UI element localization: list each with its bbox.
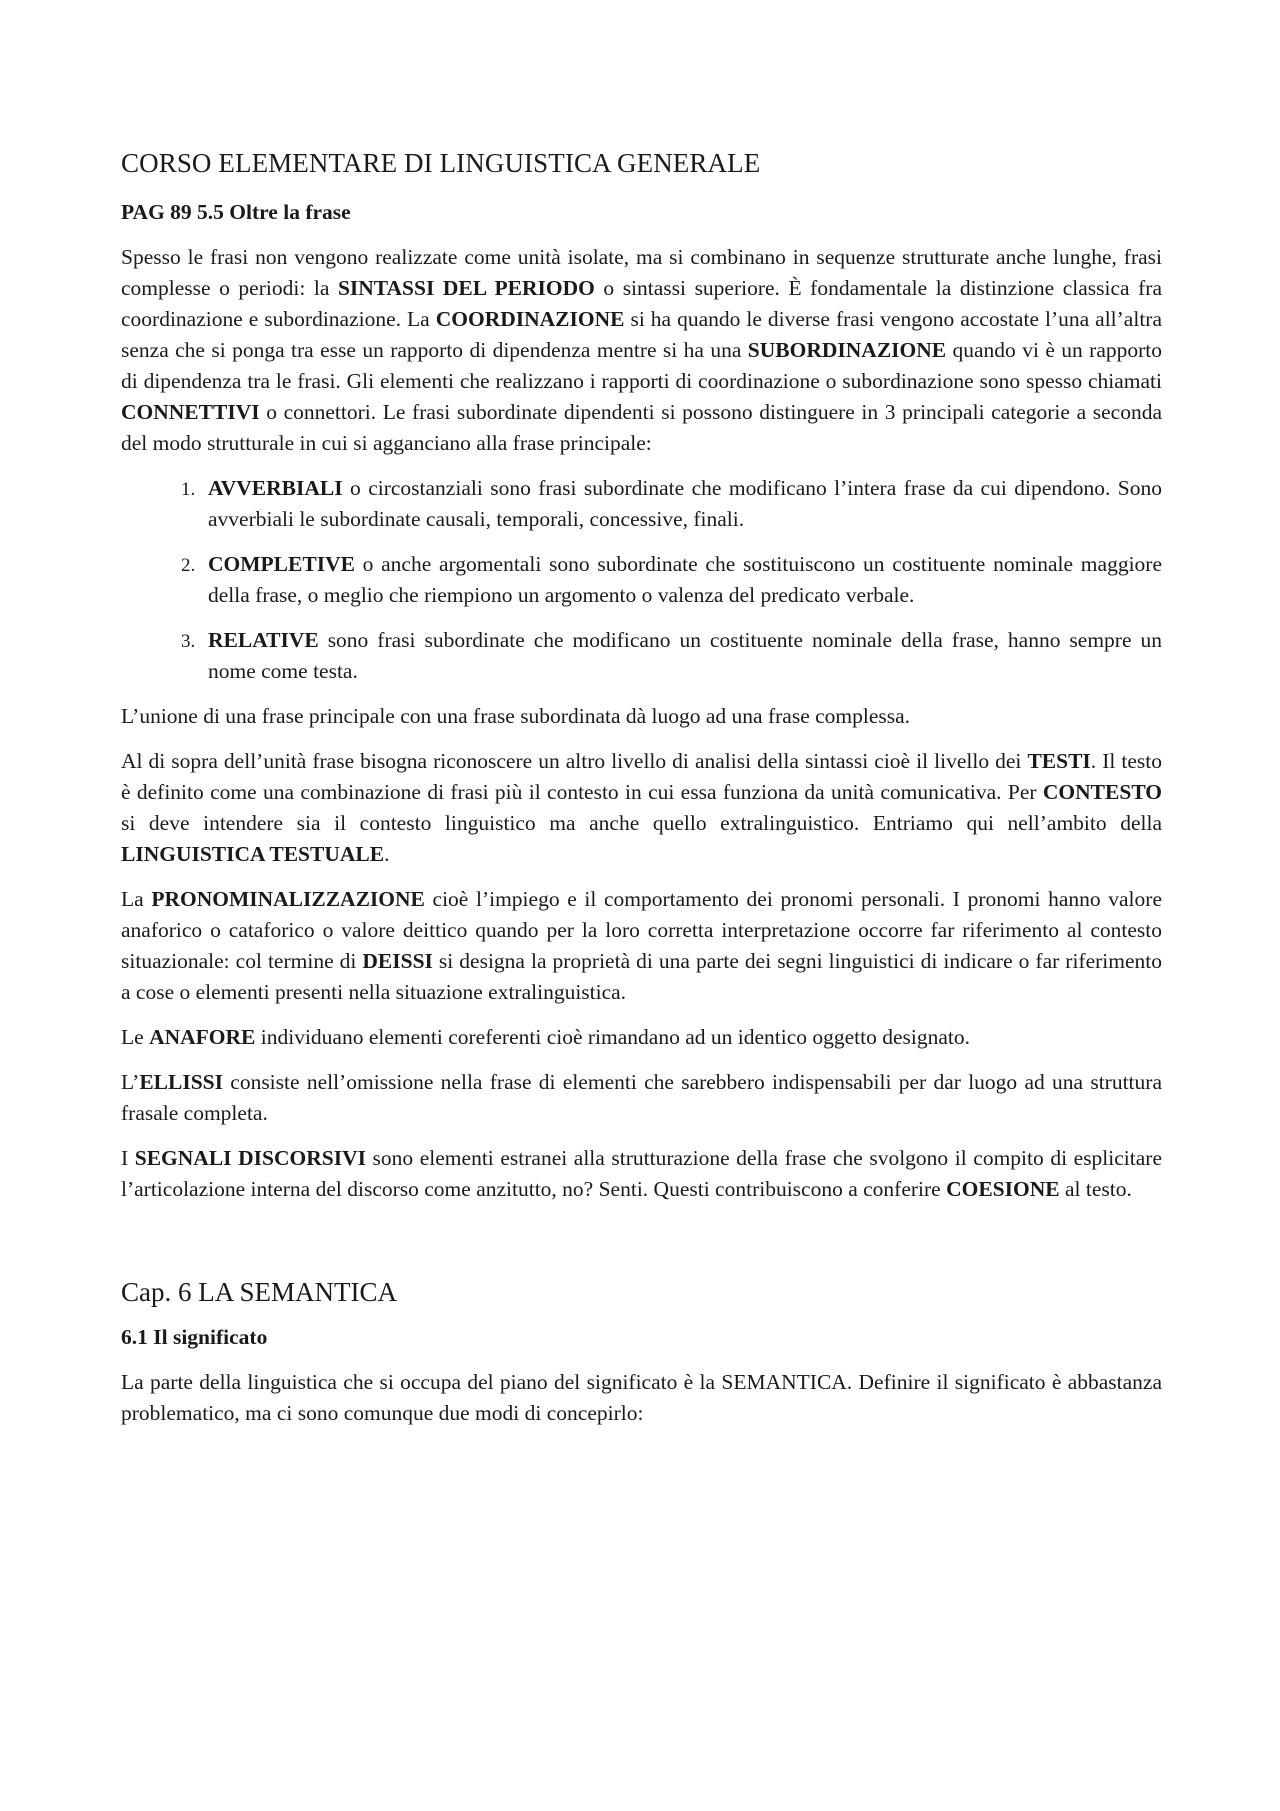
text-run: Le (121, 1025, 150, 1049)
term-linguistica-testuale: LINGUISTICA TESTUALE (121, 842, 385, 866)
term-relative: RELATIVE (208, 628, 319, 652)
paragraph-anafore (121, 1022, 1162, 1053)
paragraph-pronominalizzazione (121, 884, 1162, 1008)
term-contesto: CONTESTO (1042, 780, 1162, 804)
text-run: al testo. (1059, 1177, 1132, 1201)
text-run: L’ (121, 1070, 140, 1094)
text-run: si ha quando le diverse frasi vengono accostate l’una all’altra senza che si ponga tra esse un rapporto di dipendenza mentre si ha una (121, 307, 1162, 362)
term-sintassi-del-periodo: SINTASSI DEL PERIODO (337, 276, 595, 300)
text-run: I (121, 1146, 135, 1170)
paragraph-frase-complessa: L’unione di una frase principale con una frase subordinata dà luogo ad una frase complessa. (121, 704, 911, 728)
section-heading-significato: 6.1 Il significato (121, 1325, 268, 1349)
paragraph-segnali-discorsivi (121, 1143, 1162, 1205)
term-testi: TESTI (1027, 749, 1091, 773)
term-connettivi: CONNETTIVI (121, 400, 260, 424)
term-segnali-discorsivi: SEGNALI DISCORSIVI (134, 1146, 366, 1170)
text-run: . (384, 842, 390, 866)
document-page (121, 146, 1162, 1443)
text-run: sono elementi estranei alla strutturazione della frase che svolgono il compito di esplicitare l’articolazione interna del discorso come anzitutto, no? Senti. Questi contribuiscono a conferire (121, 1146, 1162, 1201)
paragraph-semantica: La parte della linguistica che si occupa del piano del significato è la SEMANTICA. Definire il significato è abbastanza problematico, ma ci sono comunque due modi di concepirlo: (121, 1370, 1162, 1425)
term-avverbiali: AVVERBIALI (208, 476, 343, 500)
list-item-text: o anche argomentali sono subordinate che sostituiscono un costituente nominale maggiore della frase, o meglio che riempiono un argomento o valenza del predicato verbale. (208, 552, 1162, 607)
section-heading-oltre-la-frase: PAG 89 5.5 Oltre la frase (121, 200, 351, 224)
subordinate-categories-list (121, 473, 1162, 687)
list-item-avverbiali (200, 473, 1162, 535)
term-deissi: DEISSI (362, 949, 433, 973)
section-spacer (121, 1219, 1162, 1275)
term-completive: COMPLETIVE (208, 552, 355, 576)
text-run: si deve intendere sia il contesto linguistico ma anche quello extralinguistico. Entriamo qui nell’ambito della (121, 811, 1162, 835)
text-run: si designa la proprietà di una parte dei segni linguistici di indicare o far riferimento a cose o elementi presenti nella situazione extralinguistica. (121, 949, 1162, 1004)
text-run: o connettori. Le frasi subordinate dipendenti si possono distinguere in 3 principali categorie a seconda del modo strutturale in cui si agganciano alla frase principale: (121, 400, 1162, 455)
text-run: o sintassi superiore. È fondamentale la distinzione classica fra coordinazione e subordinazione. La (121, 276, 1162, 331)
text-run: quando vi è un rapporto di dipendenza tra le frasi. Gli elementi che realizzano i rapporti di coordinazione o subordinazione sono spesso chiamati (121, 338, 1162, 393)
term-subordinazione: SUBORDINAZIONE (747, 338, 947, 362)
list-item-text: sono frasi subordinate che modificano un costituente nominale della frase, hanno sempre un nome come testa. (208, 628, 1162, 683)
paragraph-testi (121, 746, 1162, 870)
term-pronominalizzazione: PRONOMINALIZZAZIONE (151, 887, 425, 911)
paragraph-ellissi (121, 1067, 1162, 1129)
text-run: Al di sopra dell’unità frase bisogna riconoscere un altro livello di analisi della sintassi cioè il livello dei (121, 749, 1028, 773)
paragraph-sintassi-periodo (121, 242, 1162, 459)
term-coesione: COESIONE (946, 1177, 1060, 1201)
term-anafore: ANAFORE (149, 1025, 256, 1049)
text-run: . Il testo è definito come una combinazione di frasi più il contesto in cui essa funziona da unità comunicativa. Per (121, 749, 1162, 804)
text-run: Spesso le frasi non vengono realizzate come unità isolate, ma si combinano in sequenze strutturate anche lunghe, frasi complesse o periodi: la (121, 245, 1162, 300)
term-ellissi: ELLISSI (139, 1070, 223, 1094)
term-coordinazione: COORDINAZIONE (435, 307, 625, 331)
list-item-relative (200, 625, 1162, 687)
list-item-text: o circostanziali sono frasi subordinate che modificano l’intera frase da cui dipendono. Sono avverbiali le subordinate causali, temporali, concessive, finali. (208, 476, 1162, 531)
list-item-completive (200, 549, 1162, 611)
text-run: consiste nell’omissione nella frase di elementi che sarebbero indispensabili per dar luogo ad una struttura frasale completa. (121, 1070, 1162, 1125)
text-run: cioè l’impiego e il comportamento dei pronomi personali. I pronomi hanno valore anaforico o cataforico o valore deittico quando per la loro corretta interpretazione occorre far riferimento al contesto situazionale: col termine di (121, 887, 1162, 973)
text-run: individuano elementi coreferenti cioè rimandano ad un identico oggetto designato. (255, 1025, 971, 1049)
text-run: La (121, 887, 152, 911)
chapter-heading: Cap. 6 LA SEMANTICA (121, 1277, 397, 1307)
document-title: CORSO ELEMENTARE DI LINGUISTICA GENERALE (121, 148, 761, 178)
